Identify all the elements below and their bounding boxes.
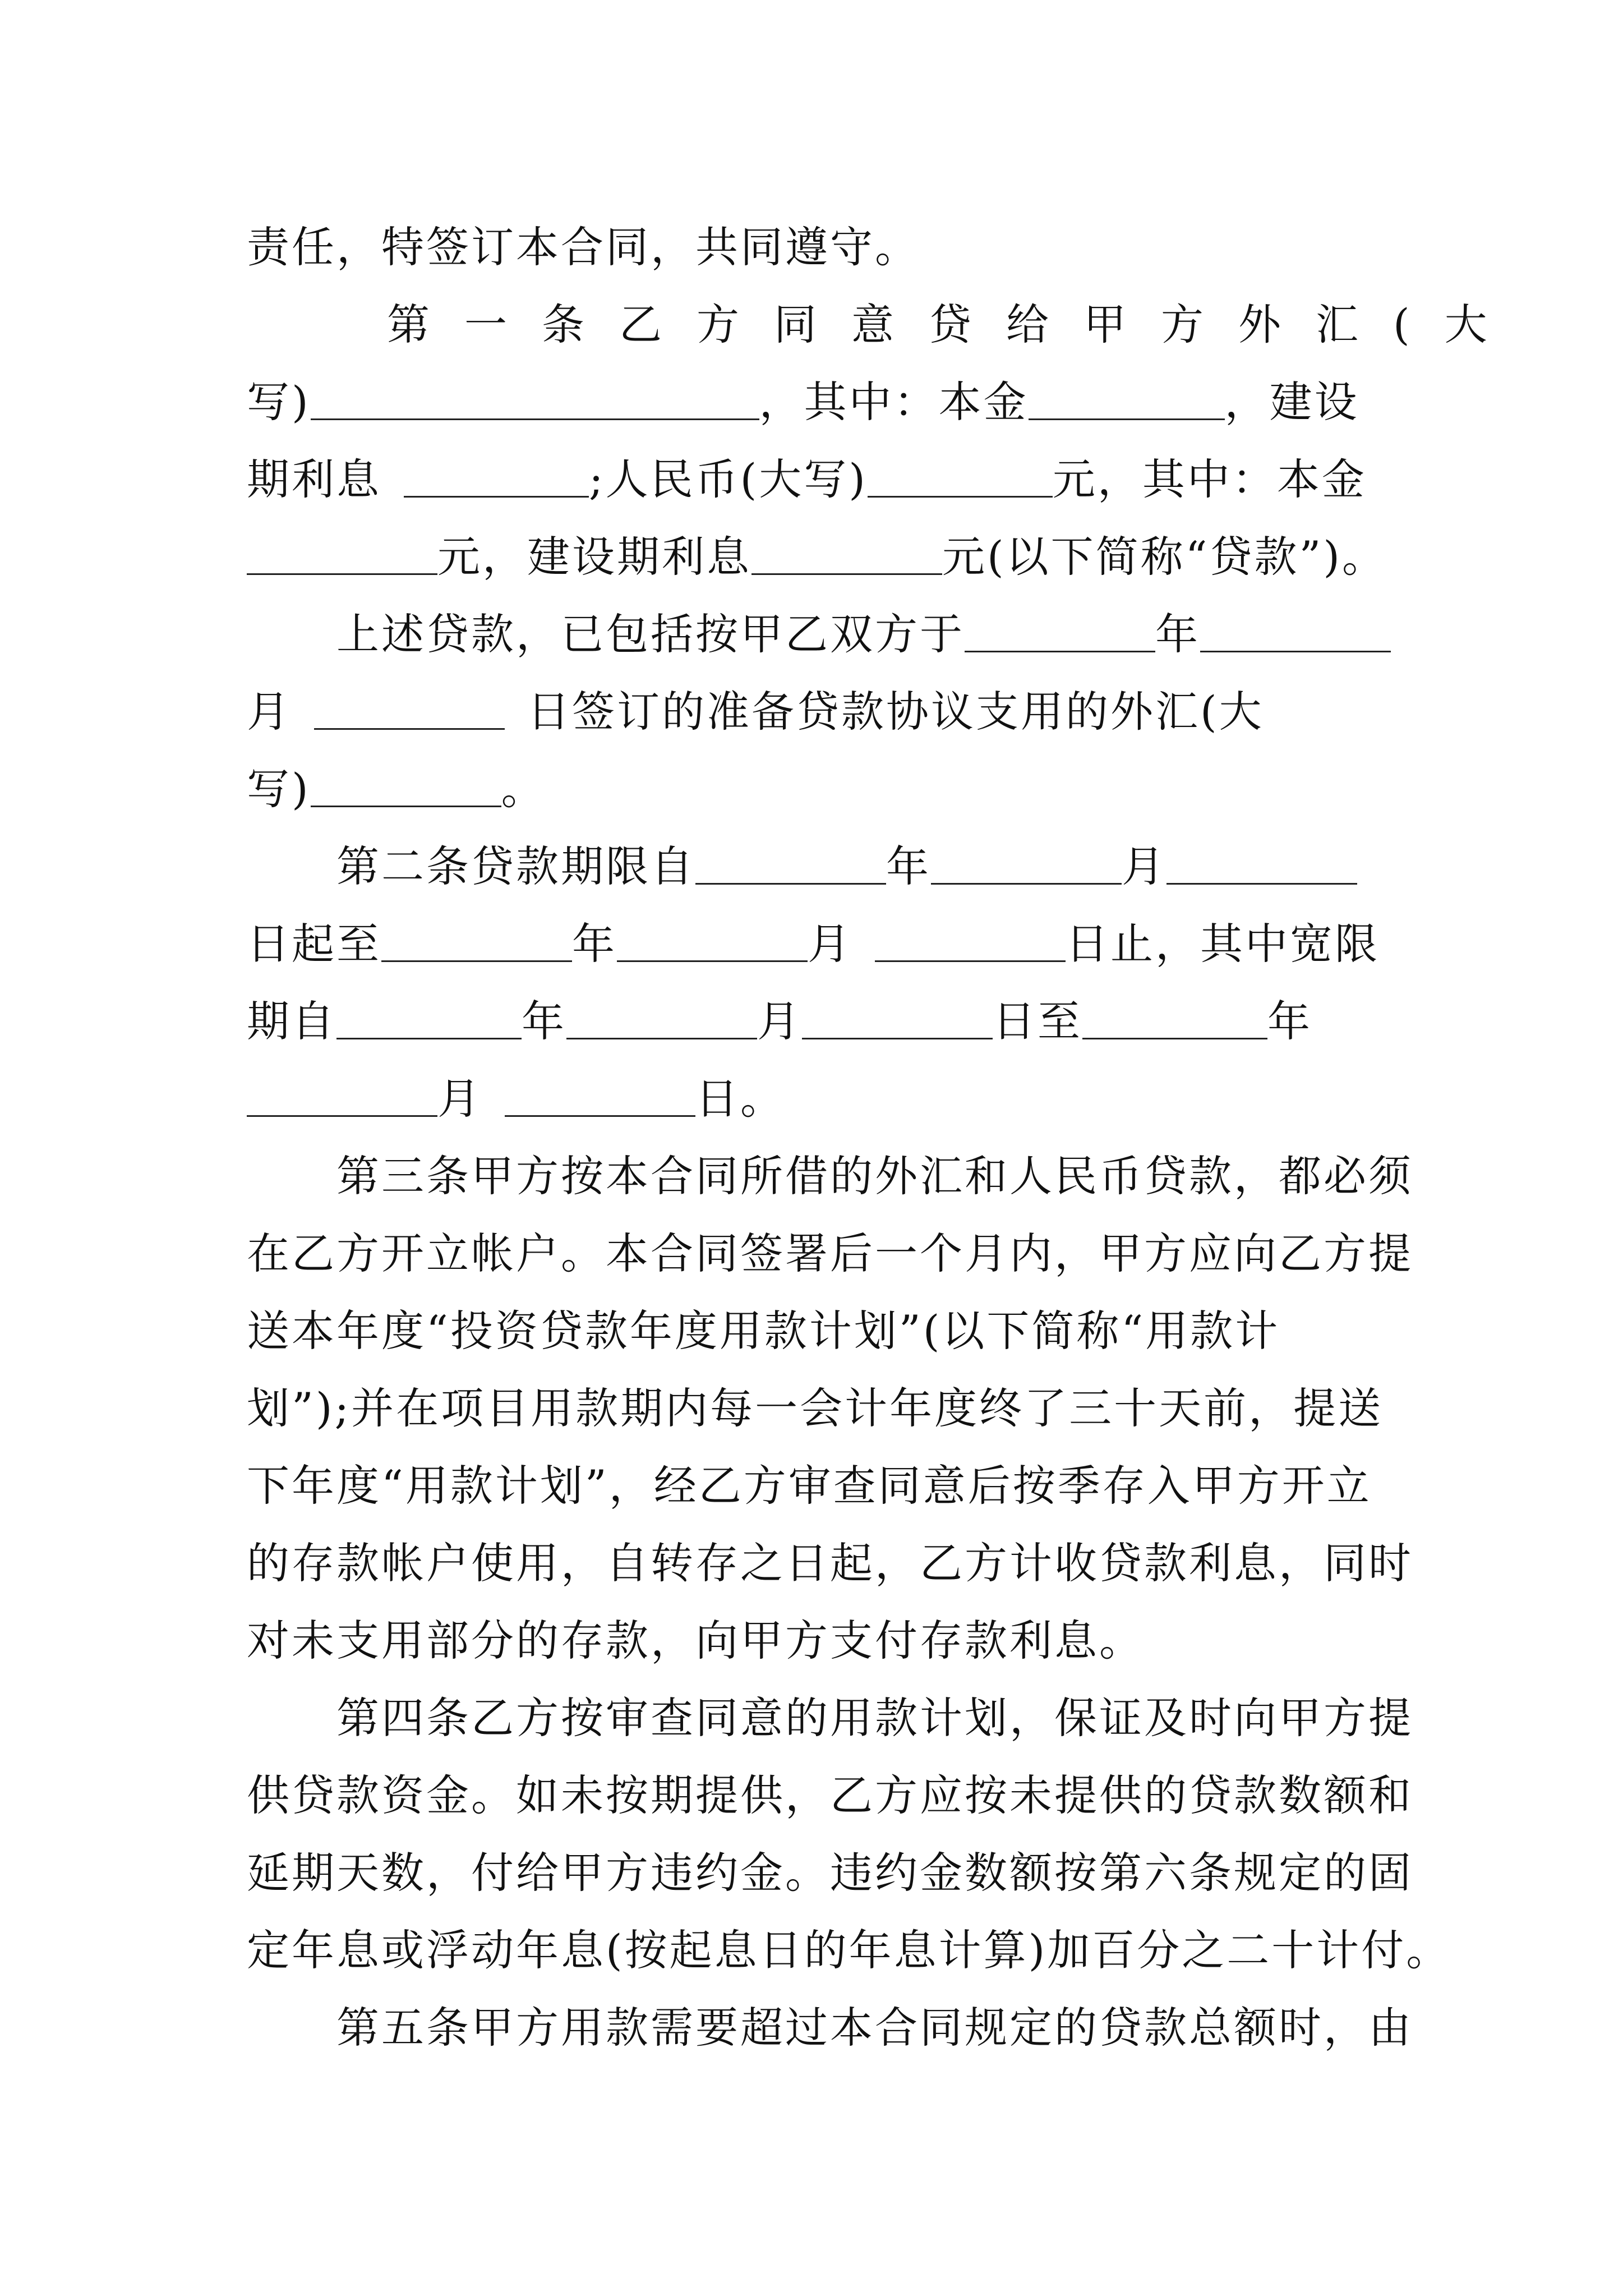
- text-run: 第二条贷款期限自: [336, 841, 695, 891]
- text-run: 年: [1267, 996, 1312, 1046]
- text-run: 责任，特签订本合同，共同遵守。: [247, 222, 920, 272]
- text-line: [247, 1912, 1451, 1989]
- text-run: ;人民币(大写): [589, 454, 868, 504]
- text-run: ，其中：本金: [759, 377, 1029, 427]
- text-run: 第三条甲方按本合同所借的外汇和人民币贷款，都必须: [336, 1151, 1413, 1201]
- fill-in-blank: [802, 997, 993, 1039]
- text-run: 月: [1122, 841, 1166, 891]
- text-run: 定年息或浮动年息(按起息日的年息计算)加百分之二十计付。: [247, 1925, 1451, 1975]
- text-run: 元，其中：本金: [1052, 454, 1367, 504]
- text-run: 划”);并在项目用款期内每一会计年度终了三十天前，提送: [247, 1383, 1384, 1433]
- text-line: [247, 1834, 1413, 1912]
- text-run: 月: [437, 1074, 482, 1124]
- fill-in-blank: [1082, 997, 1267, 1039]
- contract-body: [247, 209, 1522, 2067]
- text-run: 日。: [695, 1074, 785, 1124]
- text-run: 年: [886, 841, 931, 891]
- fill-in-blank: [311, 765, 501, 807]
- text-line: [247, 1602, 1380, 1680]
- text-line: [247, 596, 1380, 673]
- fill-in-blank: [1200, 610, 1391, 652]
- text-run: 写): [247, 764, 311, 814]
- text-run: 期自: [247, 996, 336, 1046]
- fill-in-blank: [404, 455, 589, 498]
- fill-in-blank: [931, 843, 1122, 885]
- text-line: [247, 1138, 1413, 1215]
- text-run: ，建设: [1224, 377, 1359, 427]
- text-line: [247, 751, 1380, 828]
- text-run: 月: [808, 919, 852, 969]
- text-run: 年: [522, 996, 566, 1046]
- text-run: 日至: [993, 996, 1082, 1046]
- text-line: [247, 1680, 1413, 1757]
- text-run: 第五条甲方用款需要超过本合同规定的贷款总额时，由: [336, 2003, 1413, 2053]
- text-line: [247, 1060, 1380, 1138]
- fill-in-blank: [314, 688, 505, 730]
- fill-in-blank: [1166, 843, 1357, 885]
- text-line: [247, 905, 1380, 983]
- text-line: [247, 209, 1380, 286]
- text-run: 日签订的准备贷款协议支用的外汇(大: [527, 687, 1264, 737]
- text-run: 送本年度“投资贷款年度用款计划”(以下简称“用款计: [247, 1306, 1280, 1356]
- text-line: [247, 828, 1380, 905]
- text-line: [247, 518, 1387, 596]
- text-run: 。: [501, 764, 546, 814]
- text-run: 下年度“用款计划”，经乙方审查同意后按季存入甲方开立: [247, 1461, 1372, 1511]
- text-run: 的存款帐户使用，自转存之日起，乙方计收贷款利息，同时: [247, 1538, 1413, 1588]
- fill-in-blank: [1029, 378, 1225, 420]
- text-run: 供贷款资金。如未按期提供，乙方应按未提供的贷款数额和: [247, 1770, 1413, 1820]
- fill-in-blank: [868, 455, 1053, 498]
- text-line: [247, 983, 1380, 1060]
- fill-in-blank: [247, 533, 437, 575]
- text-line: [247, 1447, 1380, 1525]
- text-run: 对未支用部分的存款，向甲方支付存款利息。: [247, 1616, 1144, 1665]
- text-run: 日起至: [247, 919, 381, 969]
- text-line: [247, 1370, 1384, 1447]
- text-line: [247, 364, 1380, 441]
- text-line: [247, 1525, 1413, 1602]
- fill-in-blank: [336, 997, 522, 1039]
- fill-in-blank: [505, 1075, 695, 1117]
- text-run: 元，建设期利息: [437, 532, 751, 582]
- text-run: 月: [247, 687, 292, 737]
- text-run: 第一条乙方同意贷给甲方外汇(大: [387, 300, 1522, 349]
- fill-in-blank: [566, 997, 757, 1039]
- article-1-heading-line: [247, 286, 1522, 364]
- fill-in-blank: [751, 533, 942, 575]
- text-run: 写): [247, 377, 311, 427]
- fill-in-blank: [965, 610, 1155, 652]
- fill-in-blank: [617, 920, 808, 962]
- text-run: 期利息: [247, 454, 381, 504]
- text-run: 上述贷款，已包括按甲乙双方于: [336, 609, 965, 659]
- text-line: [247, 1292, 1380, 1370]
- fill-in-blank: [875, 920, 1066, 962]
- text-run: 年: [1155, 609, 1200, 659]
- text-run: 延期天数，付给甲方违约金。违约金数额按第六条规定的固: [247, 1848, 1413, 1898]
- text-run: 月: [757, 996, 802, 1046]
- text-run: 第四条乙方按审查同意的用款计划，保证及时向甲方提: [336, 1693, 1413, 1743]
- text-line: [247, 1989, 1413, 2067]
- fill-in-blank: [695, 843, 886, 885]
- fill-in-blank: [381, 920, 572, 962]
- text-line: [247, 1215, 1413, 1292]
- fill-in-blank: [311, 378, 759, 420]
- text-line: [247, 673, 1380, 751]
- text-run: 年: [572, 919, 617, 969]
- text-line: [247, 1757, 1413, 1834]
- text-run: 在乙方开立帐户。本合同签署后一个月内，甲方应向乙方提: [247, 1228, 1413, 1278]
- fill-in-blank: [247, 1075, 437, 1117]
- text-run: 日止，其中宽限: [1066, 919, 1380, 969]
- text-line: [247, 441, 1380, 518]
- text-run: 元(以下简称“贷款”)。: [942, 532, 1387, 582]
